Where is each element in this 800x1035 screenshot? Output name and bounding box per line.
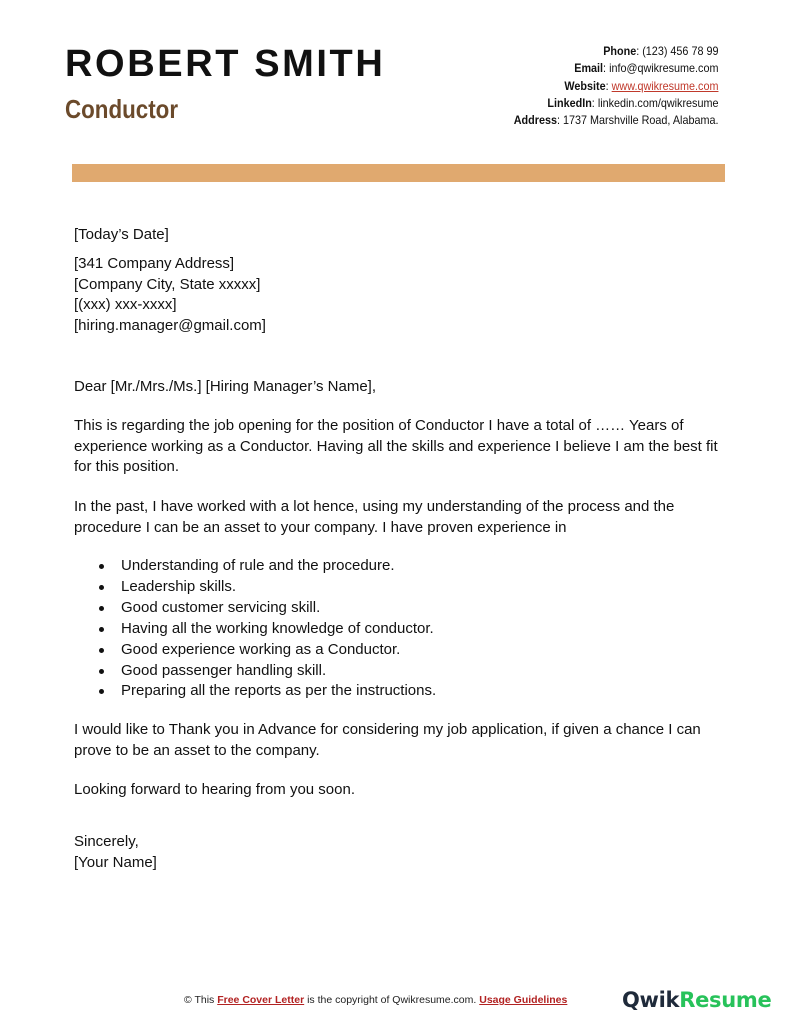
bullet-icon xyxy=(99,648,104,653)
paragraph-closing-line: Looking forward to hearing from you soon. xyxy=(74,781,355,798)
paragraph-experience: In the past, I have worked with a lot hence, using my understanding of the process and the procedure I can be an asset to your company. I have proven experience in xyxy=(74,498,675,536)
linkedin-label: LinkedIn xyxy=(546,95,592,110)
bullet-text: Good passenger handling skill. xyxy=(121,661,327,679)
contact-phone: Phone: (123) 456 78 99 xyxy=(602,44,718,58)
bullet-text: Understanding of rule and the procedure. xyxy=(121,557,395,574)
list-item xyxy=(74,598,724,619)
usage-guidelines-link[interactable]: Usage Guidelines xyxy=(479,994,568,1006)
closing-word: Sincerely, xyxy=(74,833,139,850)
bullet-icon xyxy=(99,585,104,590)
job-title: Conductor xyxy=(65,94,179,124)
website-label: Website xyxy=(563,78,606,93)
signature-block xyxy=(74,832,724,873)
list-item xyxy=(74,640,724,661)
logo-resume: Resume xyxy=(679,988,772,1012)
free-cover-letter-link[interactable]: Free Cover Letter xyxy=(217,994,305,1006)
bullet-icon xyxy=(99,564,104,569)
recipient-city-state: [Company City, State xxxxx] xyxy=(74,275,261,293)
qwikresume-logo[interactable] xyxy=(622,986,771,1014)
footer-prefix: © This xyxy=(184,994,218,1006)
bullet-text: Having all the working knowledge of conductor. xyxy=(121,619,434,637)
list-item xyxy=(74,577,724,598)
list-item xyxy=(74,661,724,682)
email-value: info@qwikresume.com xyxy=(608,61,718,76)
list-item xyxy=(74,619,724,640)
recipient-block xyxy=(74,254,724,336)
list-item xyxy=(74,681,724,702)
contact-address: Address: 1737 Marshville Road, Alabama. xyxy=(513,113,718,128)
phone-value: (123) 456 78 99 xyxy=(641,44,718,58)
letter-date: [Today’s Date] xyxy=(74,226,169,243)
recipient-phone: [(xxx) xxx-xxxx] xyxy=(74,296,177,313)
contact-block xyxy=(491,43,718,129)
bullet-icon xyxy=(99,606,104,611)
bullet-icon xyxy=(99,669,104,674)
recipient-email: [hiring.manager@gmail.com] xyxy=(74,316,266,334)
bullet-icon xyxy=(99,689,104,694)
bullet-text: Preparing all the reports as per the instructions. xyxy=(121,682,437,700)
logo-qwik: Qwik xyxy=(622,988,680,1012)
footer-middle: is the copyright of Qwikresume.com. xyxy=(304,994,480,1006)
signature-name: [Your Name] xyxy=(74,853,157,871)
phone-label: Phone xyxy=(602,44,636,58)
bullet-text: Good customer servicing skill. xyxy=(121,598,321,616)
accent-divider-bar xyxy=(72,164,725,182)
linkedin-value: linkedin.com/qwikresume xyxy=(597,95,718,110)
contact-email: Email: info@qwikresume.com xyxy=(573,61,718,76)
paragraph-thanks: I would like to Thank you in Advance for considering my job application, if given a chance I can prove to be an asset to the company. xyxy=(74,721,701,759)
website-link[interactable]: www.qwikresume.com xyxy=(611,78,718,93)
email-label: Email xyxy=(573,61,603,76)
paragraph-intro: This is regarding the job opening for the position of Conductor I have a total of …… Years of experience working as a Conductor. Having all the skills and experience I believe I am the best fit for this position. xyxy=(74,417,718,475)
list-item xyxy=(74,556,724,577)
salutation: Dear [Mr./Mrs./Ms.] [Hiring Manager’s Name], xyxy=(74,378,377,395)
address-value: 1737 Marshville Road, Alabama. xyxy=(562,113,718,128)
candidate-name: ROBERT SMITH xyxy=(65,43,386,85)
contact-linkedin: LinkedIn: linkedin.com/qwikresume xyxy=(546,95,718,110)
experience-bullet-list xyxy=(74,556,724,702)
address-label: Address xyxy=(513,113,557,128)
bullet-icon xyxy=(99,627,104,632)
copyright-footer xyxy=(184,993,567,1007)
bullet-text: Good experience working as a Conductor. xyxy=(121,640,401,658)
bullet-text: Leadership skills. xyxy=(121,577,237,595)
recipient-address: [341 Company Address] xyxy=(74,255,235,272)
contact-website: Website: www.qwikresume.com xyxy=(563,78,718,93)
